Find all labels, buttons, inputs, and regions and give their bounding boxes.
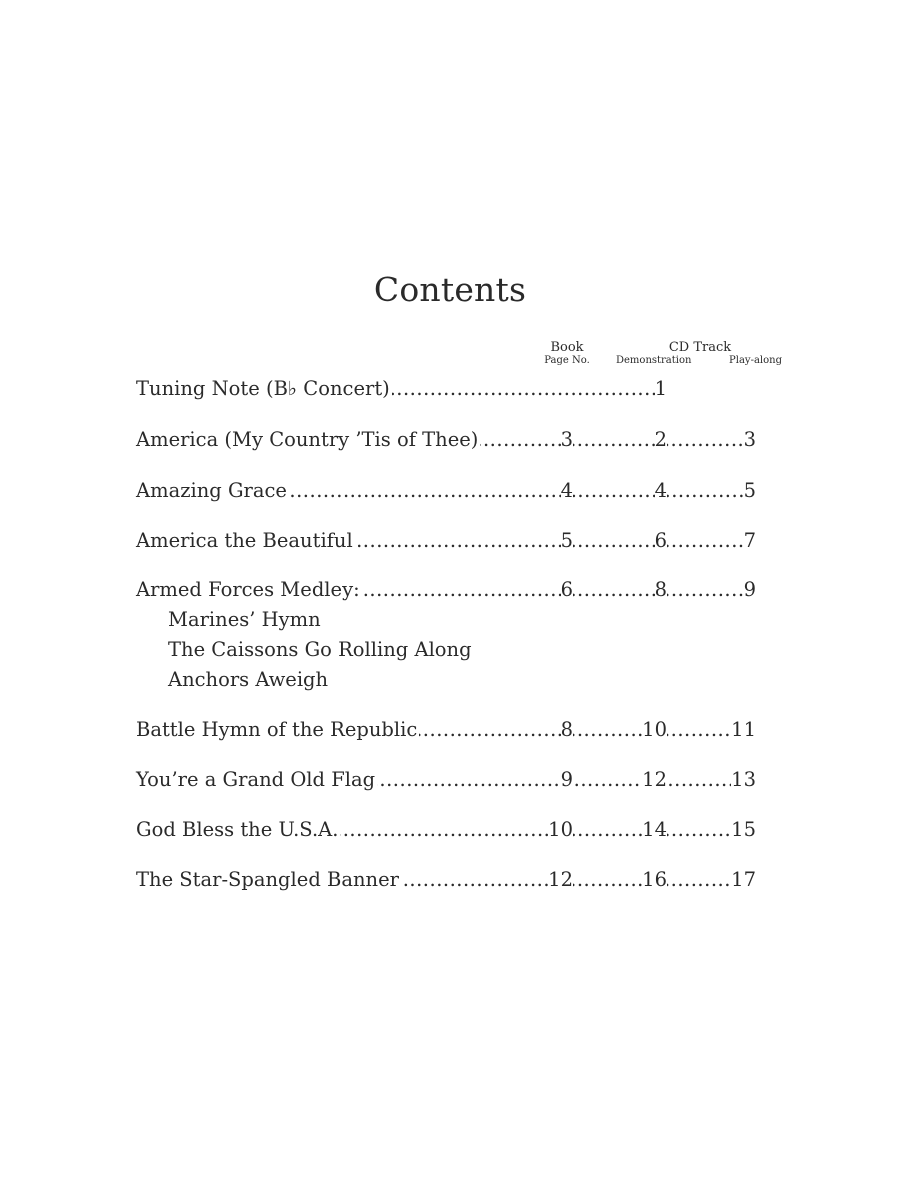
- entry-book-page: 12: [548, 868, 573, 891]
- toc-entry[interactable]: [136, 577, 756, 603]
- entry-play-track: 17: [731, 868, 756, 891]
- toc-entry[interactable]: [136, 478, 756, 504]
- medley-subitem: The Caissons Go Rolling Along: [168, 638, 472, 661]
- entry-title: America the Beautiful: [136, 529, 353, 552]
- entry-book-page: 10: [548, 818, 573, 841]
- entry-book-page: 3: [560, 428, 573, 451]
- leader-dots: [396, 867, 756, 893]
- entry-play-track: 13: [731, 768, 756, 791]
- entry-book-page: 6: [560, 578, 573, 601]
- entry-title: Tuning Note (B♭ Concert): [136, 377, 390, 400]
- toc-entry[interactable]: [136, 817, 756, 843]
- entry-play-track: 15: [731, 818, 756, 841]
- leader-dots: [336, 817, 756, 843]
- entry-title: You’re a Grand Old Flag: [136, 768, 376, 791]
- toc-entry[interactable]: [136, 376, 756, 402]
- entry-demo-track: 10: [642, 718, 667, 741]
- leader-dots: [276, 478, 756, 504]
- entry-title: America (My Country ’Tis of Thee): [136, 428, 479, 451]
- toc-entry[interactable]: [136, 767, 756, 793]
- entry-demo-track: 4: [654, 479, 667, 502]
- page-title: Contents: [373, 270, 527, 309]
- entry-title: Amazing Grace: [136, 479, 287, 502]
- medley-subitem: Anchors Aweigh: [168, 668, 329, 691]
- entry-demo-track: 16: [642, 868, 667, 891]
- entry-demo-track: 2: [654, 428, 667, 451]
- leader-dots: [336, 528, 756, 554]
- header-book-sub: Page No.: [544, 355, 590, 366]
- entry-play-track: 7: [743, 529, 756, 552]
- medley-subitem: Marines’ Hymn: [168, 608, 321, 631]
- toc-entry[interactable]: [136, 867, 756, 893]
- entry-demo-track: 14: [642, 818, 667, 841]
- header-cd-track: [610, 341, 790, 366]
- header-book: [534, 341, 600, 366]
- header-cd-play: Play-along: [729, 355, 782, 366]
- entry-book-page: 9: [560, 768, 573, 791]
- entry-title: The Star-Spangled Banner: [136, 868, 399, 891]
- entry-demo-track: 8: [654, 578, 667, 601]
- leader-dots: [356, 577, 756, 603]
- entry-title: Battle Hymn of the Republic: [136, 718, 418, 741]
- entry-demo-track: 12: [642, 768, 667, 791]
- entry-title: God Bless the U.S.A.: [136, 818, 339, 841]
- entry-play-track: 9: [743, 578, 756, 601]
- entry-play-track: 3: [743, 428, 756, 451]
- entry-title: Armed Forces Medley:: [136, 578, 360, 601]
- entry-book-page: 4: [560, 479, 573, 502]
- entry-play-track: 5: [743, 479, 756, 502]
- header-book-label: Book: [550, 340, 584, 355]
- header-cd-demo: Demonstration: [616, 355, 692, 366]
- entry-book-page: 8: [560, 718, 573, 741]
- leader-dots: [396, 717, 756, 743]
- entry-demo-track: 6: [654, 529, 667, 552]
- toc-entry[interactable]: [136, 427, 756, 453]
- header-cd-label: CD Track: [668, 340, 732, 355]
- toc-entry[interactable]: [136, 528, 756, 554]
- entry-demo-track: 1: [654, 377, 667, 400]
- entry-play-track: 11: [731, 718, 756, 741]
- toc-entry[interactable]: [136, 717, 756, 743]
- entry-book-page: 5: [560, 529, 573, 552]
